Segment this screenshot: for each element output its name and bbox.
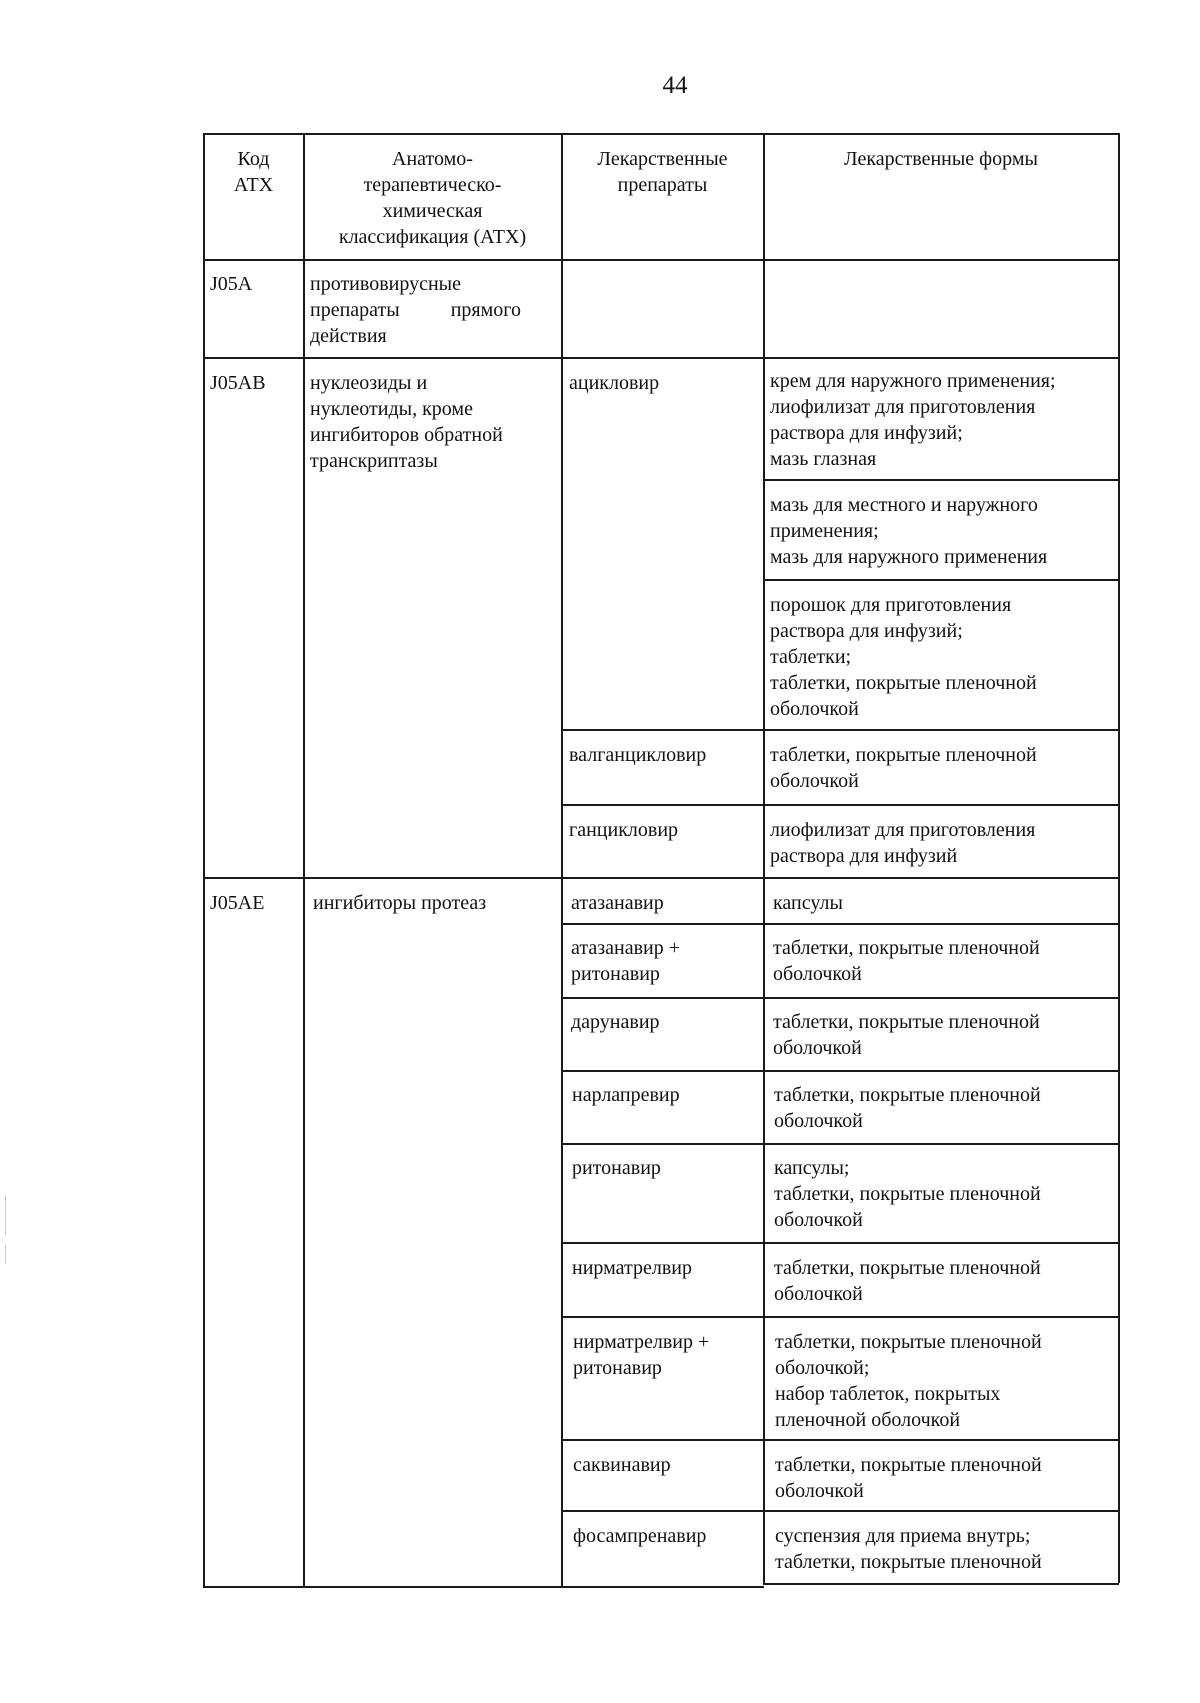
dosage-form: таблетки, покрытые пленочной оболочкой; набор таблеток, покрытых пленочной оболочкой [775, 1331, 1042, 1431]
header-drugs: Лекарственные препараты [597, 148, 728, 196]
row-divider [203, 259, 1119, 261]
atc-group-name-line: действия [310, 325, 387, 347]
atc-code: J05AB [210, 372, 266, 394]
drug-name: атазанавир [571, 892, 664, 914]
drug-name: валганцикловир [569, 744, 707, 766]
dosage-form: лиофилизат для приготовления раствора для инфузий [770, 819, 1036, 867]
atc-code: J05AE [210, 892, 265, 914]
header-forms: Лекарственные формы [844, 148, 1038, 170]
drug-name: саквинавир [573, 1454, 671, 1476]
scan-artifact [5, 1245, 6, 1263]
drug-name: атазанавир + ритонавир [571, 937, 681, 985]
page-number: 44 [662, 72, 688, 99]
row-divider [561, 1316, 1119, 1318]
drug-name: ганцикловир [569, 819, 679, 841]
row-divider [561, 1510, 1119, 1512]
table-border-top [203, 133, 1119, 135]
drug-name: нарлапревир [572, 1084, 680, 1106]
row-divider [763, 479, 1119, 481]
drug-name: фосампренавир [573, 1525, 707, 1547]
column-divider [561, 133, 563, 1587]
row-divider [561, 1070, 1119, 1072]
row-divider [561, 997, 1119, 999]
dosage-form: таблетки, покрытые пленочной оболочкой [770, 744, 1037, 792]
atc-group-name-line: препараты прямого [310, 299, 521, 321]
dosage-form: таблетки, покрытые пленочной оболочкой [774, 1257, 1041, 1305]
dosage-form: порошок для приготовления раствора для инфузий; таблетки; таблетки, покрытые пленочной оболочкой [770, 594, 1037, 720]
dosage-form: мазь для местного и наружного применения; мазь для наружного применения [770, 494, 1048, 568]
drug-name: нирматрелвир [572, 1257, 692, 1279]
column-divider [303, 133, 305, 1587]
dosage-form: суспензия для приема внутрь; таблетки, покрытые пленочной [775, 1525, 1042, 1573]
dosage-form: таблетки, покрытые пленочной оболочкой [773, 937, 1040, 985]
column-divider [763, 133, 765, 1585]
dosage-form: таблетки, покрытые пленочной оболочкой [773, 1011, 1040, 1059]
drug-name: нирматрелвир + ритонавир [573, 1331, 710, 1379]
atc-group-name: нуклеозиды и нуклеотиды, кроме ингибиторов обратной транскриптазы [310, 372, 503, 472]
scan-artifact [5, 1195, 6, 1235]
row-divider [763, 579, 1119, 581]
row-divider [203, 877, 1119, 879]
row-divider [561, 1439, 1119, 1441]
drug-name: дарунавир [571, 1011, 660, 1033]
table-border-right [1118, 133, 1120, 1583]
atc-code: J05A [210, 273, 253, 295]
row-divider [561, 729, 1119, 731]
atc-group-name: ингибиторы протеаз [313, 892, 487, 914]
table-border-bottom [763, 1583, 1119, 1585]
table-border-left [203, 133, 205, 1587]
header-code: Код АТХ [233, 148, 274, 196]
header-classification: Анатомо- терапевтическо- химическая классификация (АТХ) [338, 148, 527, 248]
row-divider [561, 1242, 1119, 1244]
dosage-form: таблетки, покрытые пленочной оболочкой [774, 1084, 1041, 1132]
dosage-form: капсулы; таблетки, покрытые пленочной оболочкой [774, 1157, 1041, 1231]
dosage-form: крем для наружного применения; лиофилизат для приготовления раствора для инфузий; мазь глазная [770, 370, 1056, 470]
dosage-form: таблетки, покрытые пленочной оболочкой [775, 1454, 1042, 1502]
drug-name: ацикловир [569, 372, 660, 394]
row-divider [561, 804, 1119, 806]
row-divider [561, 1143, 1119, 1145]
drug-name: ритонавир [572, 1157, 661, 1179]
dosage-form: капсулы [773, 892, 843, 914]
table-border-bottom [203, 1586, 764, 1588]
row-divider [203, 357, 1119, 359]
atc-group-name-line: противовирусные [310, 273, 461, 295]
row-divider [561, 923, 1119, 925]
